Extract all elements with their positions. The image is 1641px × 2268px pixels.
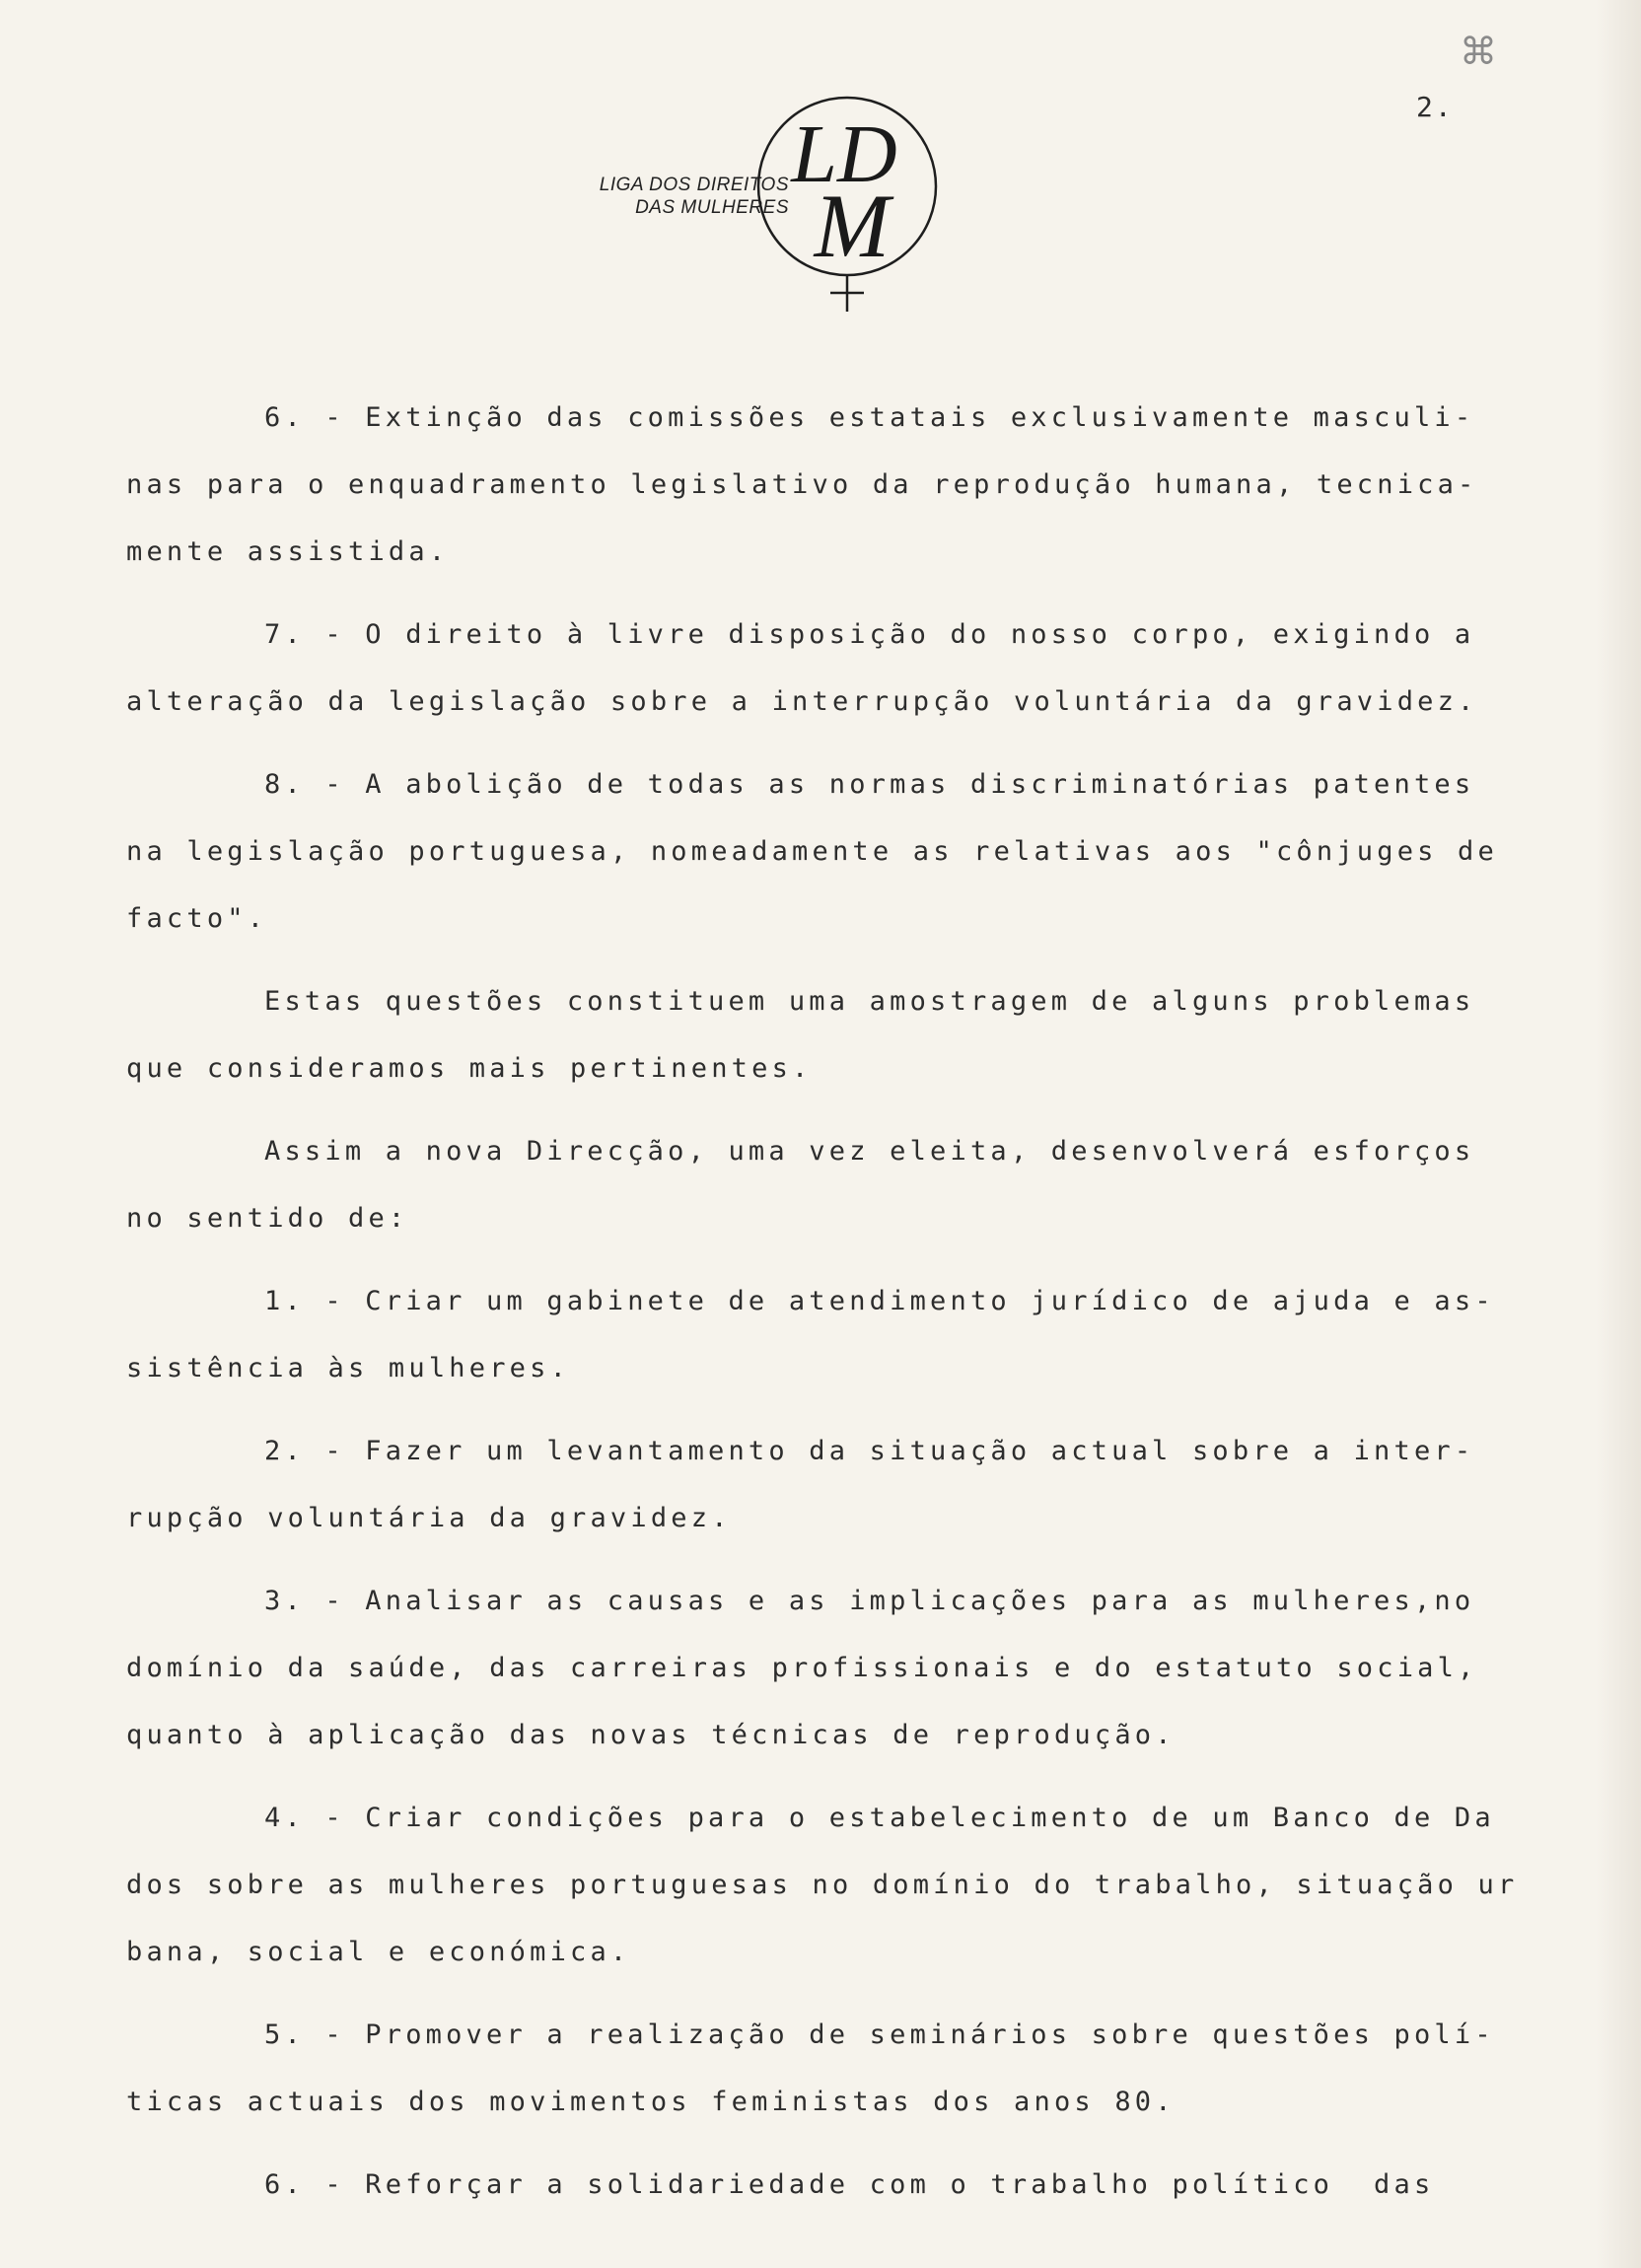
text-line: Assim a nova Direcção, uma vez eleita, desenvolverá esforços: [264, 1136, 1475, 1167]
text-line: ticas actuais dos movimentos feministas dos anos 80.: [126, 2087, 1176, 2117]
text-line: alteração da legislação sobre a interrupção voluntária da gravidez.: [126, 686, 1478, 717]
text-line: 7. - O direito à livre disposição do nosso corpo, exigindo a: [264, 619, 1475, 650]
logo-monogram-bottom: M: [814, 176, 891, 276]
text-line: 2. - Fazer um levantamento da situação actual sobre a inter-: [264, 1436, 1475, 1466]
corner-handwritten-mark: ⌘: [1460, 30, 1497, 73]
page-number: 2.: [1416, 91, 1454, 123]
paragraph: [126, 1118, 1475, 1252]
ldm-logo: [596, 83, 951, 319]
paragraph: [126, 1418, 1475, 1552]
text-line: quanto à aplicação das novas técnicas de reprodução.: [126, 1720, 1176, 1750]
paragraph: [126, 968, 1475, 1102]
text-line: no sentido de:: [126, 1203, 409, 1234]
text-line: 3. - Analisar as causas e as implicações para as mulheres,no: [264, 1586, 1475, 1616]
text-line: 4. - Criar condições para o estabelecimento de um Banco de Da: [264, 1803, 1495, 1833]
text-line: domínio da saúde, das carreiras profissionais e do estatuto social,: [126, 1653, 1478, 1683]
venus-monogram-icon: [753, 83, 951, 319]
text-line: 8. - A abolição de todas as normas discriminatórias patentes: [264, 769, 1475, 800]
logo-org-line2: DAS MULHERES: [635, 197, 789, 218]
text-line: que consideramos mais pertinentes.: [126, 1053, 813, 1084]
text-line: dos sobre as mulheres portuguesas no domínio do trabalho, situação ur: [126, 1870, 1519, 1900]
paragraph: [126, 385, 1478, 586]
page-edge-shadow: [1596, 0, 1641, 2268]
text-line: bana, social e económica.: [126, 1937, 631, 1967]
text-line: 1. - Criar um gabinete de atendimento jurídico de ajuda e as-: [264, 1286, 1495, 1316]
text-line: sistência às mulheres.: [126, 1353, 571, 1383]
text-line: 6. - Reforçar a solidariedade com o trabalho político das: [264, 2169, 1435, 2200]
text-line: 5. - Promover a realização de seminários sobre questões polí-: [264, 2020, 1495, 2050]
paragraph: [126, 751, 1498, 953]
text-line: Estas questões constituem uma amostragem de alguns problemas: [264, 986, 1475, 1017]
document-body: [126, 385, 1519, 2234]
paragraph: [126, 1785, 1519, 1986]
text-line: na legislação portuguesa, nomeadamente as relativas aos "cônjuges de: [126, 836, 1498, 867]
text-line: nas para o enquadramento legislativo da reprodução humana, tecnica-: [126, 469, 1478, 500]
text-line: 6. - Extinção das comissões estatais exclusivamente masculi-: [264, 402, 1475, 433]
logo-monogram-top: LD: [791, 108, 897, 200]
paragraph: [126, 2002, 1495, 2136]
paragraph: [126, 1568, 1478, 1769]
text-line: mente assistida.: [126, 536, 450, 567]
paragraph: [126, 2152, 1467, 2219]
paragraph: [126, 602, 1478, 736]
text-line: facto".: [126, 903, 268, 934]
paragraph: [126, 1268, 1495, 1402]
logo-org-line1: LIGA DOS DIREITOS: [599, 175, 789, 195]
text-line: rupção voluntária da gravidez.: [126, 1503, 732, 1533]
